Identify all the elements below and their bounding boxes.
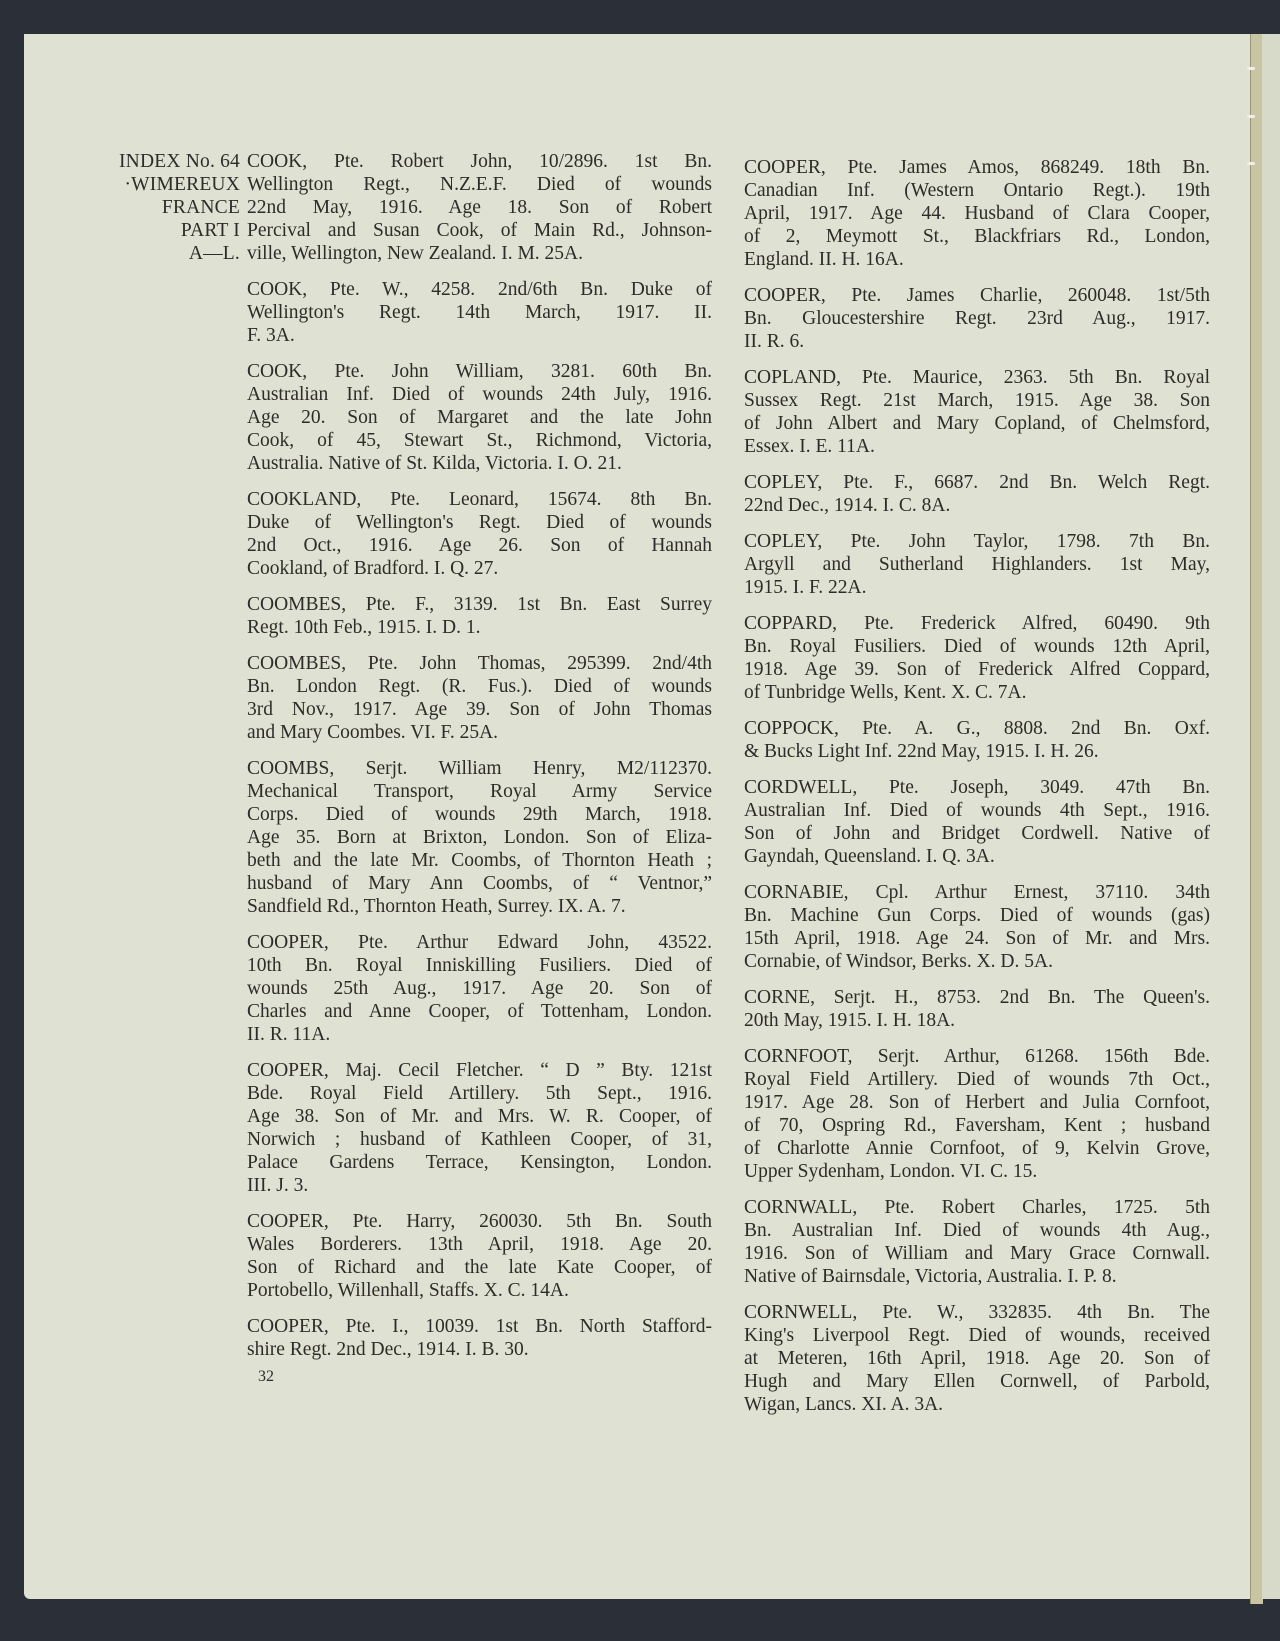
cemetery-name: ·WIMEREUX (124, 174, 240, 195)
index-entry (247, 488, 712, 580)
entry-line: of Tunbridge Wells, Kent. X. C. 7A. (744, 682, 1027, 703)
entry-line: Norwich ; husband of Kathleen Cooper, of 31, (247, 1129, 712, 1150)
entry-line: Wigan, Lancs. XI. A. 3A. (744, 1394, 944, 1415)
entry-line: Bn. Gloucestershire Regt. 23rd Aug., 1917. (744, 308, 1210, 329)
index-entry (744, 717, 1210, 763)
entry-line: at Meteren, 16th April, 1918. Age 20. Son of (744, 1348, 1210, 1369)
entry-line: COOMBS, Serjt. William Henry, M2/112370. (247, 758, 712, 779)
entry-line: Hugh and Mary Ellen Cornwell, of Parbold, (744, 1371, 1210, 1392)
entry-line: COOK, Pte. W., 4258. 2nd/6th Bn. Duke of (247, 279, 712, 300)
entry-line: COOPER, Pte. I., 10039. 1st Bn. North Stafford- (247, 1316, 712, 1337)
entry-line: Australia. Native of St. Kilda, Victoria. I. O. 21. (247, 453, 622, 474)
entry-line: COOPER, Pte. Arthur Edward John, 43522. (247, 932, 712, 953)
entry-line: CORNWELL, Pte. W., 332835. 4th Bn. The (744, 1302, 1210, 1323)
index-entry (247, 278, 712, 347)
entry-line: COOKLAND, Pte. Leonard, 15674. 8th Bn. (247, 489, 712, 510)
entry-line: COPLAND, Pte. Maurice, 2363. 5th Bn. Royal (744, 367, 1210, 388)
entry-line: CORNE, Serjt. H., 8753. 2nd Bn. The Queen's. (744, 987, 1210, 1008)
entry-line: 1915. I. F. 22A. (744, 577, 867, 598)
entry-line: England. II. H. 16A. (744, 249, 904, 270)
entry-line: Wellington's Regt. 14th March, 1917. II. (247, 302, 712, 323)
entry-line: of 70, Ospring Rd., Faversham, Kent ; husband (744, 1115, 1210, 1136)
entry-line: Native of Bairnsdale, Victoria, Australia. I. P. 8. (744, 1266, 1117, 1287)
index-entry (247, 150, 712, 265)
entry-line: and Mary Coombes. VI. F. 25A. (247, 722, 499, 743)
entry-line: Sandfield Rd., Thornton Heath, Surrey. IX. A. 7. (247, 896, 626, 917)
index-entry (744, 284, 1210, 353)
entry-line: CORNFOOT, Serjt. Arthur, 61268. 156th Bde. (744, 1046, 1210, 1067)
country-name: FRANCE (161, 197, 240, 218)
entry-line: Argyll and Sutherland Highlanders. 1st May, (744, 554, 1210, 575)
next-page-edge (1262, 34, 1280, 1599)
index-margin-label (60, 150, 240, 265)
alpha-range: A—L. (188, 243, 240, 264)
entry-line: COPLEY, Pte. John Taylor, 1798. 7th Bn. (744, 531, 1210, 552)
entry-line: Corps. Died of wounds 29th March, 1918. (247, 804, 712, 825)
entry-line: Royal Field Artillery. Died of wounds 7th Oct., (744, 1069, 1210, 1090)
entry-line: Upper Sydenham, London. VI. C. 15. (744, 1161, 1038, 1182)
entry-line: 20th May, 1915. I. H. 18A. (744, 1010, 956, 1031)
entry-line: Age 35. Born at Brixton, London. Son of Eliza- (247, 827, 712, 848)
index-entry (247, 360, 712, 475)
entry-line: Wellington Regt., N.Z.E.F. Died of wounds (247, 174, 712, 195)
entry-line: shire Regt. 2nd Dec., 1914. I. B. 30. (247, 1339, 529, 1360)
entry-line: II. R. 6. (744, 331, 805, 352)
entry-line: Mechanical Transport, Royal Army Service (247, 781, 712, 802)
index-entry (744, 1301, 1210, 1416)
entry-line: COOK, Pte. John William, 3281. 60th Bn. (247, 361, 712, 382)
entry-line: COOPER, Pte. Harry, 260030. 5th Bn. South (247, 1211, 712, 1232)
index-entry (744, 881, 1210, 973)
index-entry (247, 931, 712, 1046)
entry-line: COPPARD, Pte. Frederick Alfred, 60490. 9th (744, 613, 1210, 634)
index-entry (247, 652, 712, 744)
entry-line: COPPOCK, Pte. A. G., 8808. 2nd Bn. Oxf. (744, 718, 1210, 739)
index-entry (247, 593, 712, 639)
entry-line: Cornabie, of Windsor, Berks. X. D. 5A. (744, 951, 1053, 972)
entry-line: CORNABIE, Cpl. Arthur Ernest, 37110. 34th (744, 882, 1210, 903)
entry-line: Percival and Susan Cook, of Main Rd., Johnson- (247, 220, 712, 241)
entry-line: II. R. 11A. (247, 1024, 331, 1045)
entry-line: COOPER, Pte. James Amos, 868249. 18th Bn. (744, 157, 1210, 178)
entry-line: Sussex Regt. 21st March, 1915. Age 38. Son (744, 390, 1210, 411)
index-entry (744, 1196, 1210, 1288)
entry-line: wounds 25th Aug., 1917. Age 20. Son of (247, 978, 712, 999)
entry-line: COOPER, Pte. James Charlie, 260048. 1st/5th (744, 285, 1210, 306)
index-entry (744, 612, 1210, 704)
entry-line: Wales Borderers. 13th April, 1918. Age 20. (247, 1234, 712, 1255)
entry-line: Duke of Wellington's Regt. Died of wounds (247, 512, 712, 533)
page-number: 32 (258, 1368, 274, 1385)
index-entry (247, 1059, 712, 1197)
index-entry (247, 757, 712, 918)
entry-line: F. 3A. (247, 325, 295, 346)
entry-line: ville, Wellington, New Zealand. I. M. 25A. (247, 243, 584, 264)
entry-line: Regt. 10th Feb., 1915. I. D. 1. (247, 617, 481, 638)
entry-line: COOMBES, Pte. F., 3139. 1st Bn. East Surrey (247, 594, 712, 615)
entry-line: Australian Inf. Died of wounds 4th Sept., 1916. (744, 800, 1210, 821)
entry-line: Bn. London Regt. (R. Fus.). Died of wounds (247, 676, 712, 697)
index-entry (744, 366, 1210, 458)
entry-line: 15th April, 1918. Age 24. Son of Mr. and Mrs. (744, 928, 1210, 949)
entry-line: 2nd Oct., 1916. Age 26. Son of Hannah (247, 535, 712, 556)
index-entry (744, 156, 1210, 271)
entry-line: Bde. Royal Field Artillery. 5th Sept., 1916. (247, 1083, 712, 1104)
entry-line: Bn. Royal Fusiliers. Died of wounds 12th April, (744, 636, 1210, 657)
binding-stitch (1247, 162, 1255, 165)
index-entry (247, 1210, 712, 1302)
entry-line: 1917. Age 28. Son of Herbert and Julia Cornfoot, (744, 1092, 1210, 1113)
entry-line: Bn. Australian Inf. Died of wounds 4th Aug., (744, 1220, 1210, 1241)
entry-line: COOK, Pte. Robert John, 10/2896. 1st Bn. (247, 151, 712, 172)
entry-line: Bn. Machine Gun Corps. Died of wounds (gas) (744, 905, 1210, 926)
index-entry (744, 530, 1210, 599)
index-number: INDEX No. 64 (118, 151, 240, 172)
right-column (744, 156, 1210, 1429)
part-label: PART I (180, 220, 240, 241)
index-entry (744, 776, 1210, 868)
entry-line: Cook, of 45, Stewart St., Richmond, Victoria, (247, 430, 712, 451)
entry-line: 22nd May, 1916. Age 18. Son of Robert (247, 197, 712, 218)
entry-line: Son of Richard and the late Kate Cooper, of (247, 1257, 712, 1278)
entry-line: Cookland, of Bradford. I. Q. 27. (247, 558, 499, 579)
entry-line: 22nd Dec., 1914. I. C. 8A. (744, 495, 951, 516)
index-entry (744, 986, 1210, 1032)
entry-line: & Bucks Light Inf. 22nd May, 1915. I. H. 26. (744, 741, 1099, 762)
left-column (247, 150, 712, 1374)
entry-line: of John Albert and Mary Copland, of Chelmsford, (744, 413, 1210, 434)
entry-line: Age 20. Son of Margaret and the late John (247, 407, 712, 428)
entry-line: Canadian Inf. (Western Ontario Regt.). 19th (744, 180, 1210, 201)
entry-line: April, 1917. Age 44. Husband of Clara Cooper, (744, 203, 1210, 224)
entry-line: Australian Inf. Died of wounds 24th July, 1916. (247, 384, 712, 405)
index-entry (744, 471, 1210, 517)
entry-line: CORDWELL, Pte. Joseph, 3049. 47th Bn. (744, 777, 1210, 798)
entry-line: III. J. 3. (247, 1175, 309, 1196)
entry-line: Son of John and Bridget Cordwell. Native of (744, 823, 1210, 844)
entry-line: of Charlotte Annie Cornfoot, of 9, Kelvin Grove, (744, 1138, 1210, 1159)
entry-line: King's Liverpool Regt. Died of wounds, received (744, 1325, 1210, 1346)
entry-line: 3rd Nov., 1917. Age 39. Son of John Thomas (247, 699, 712, 720)
entry-line: husband of Mary Ann Coombs, of “ Ventnor,” (247, 873, 712, 894)
entry-line: 1916. Son of William and Mary Grace Cornwall. (744, 1243, 1210, 1264)
entry-line: Portobello, Willenhall, Staffs. X. C. 14A. (247, 1280, 569, 1301)
index-entry (247, 1315, 712, 1361)
entry-line: of 2, Meymott St., Blackfriars Rd., London, (744, 226, 1210, 247)
binding-stitch (1247, 67, 1255, 70)
entry-line: Essex. I. E. 11A. (744, 436, 875, 457)
entry-line: 10th Bn. Royal Inniskilling Fusiliers. Died of (247, 955, 712, 976)
entry-line: Charles and Anne Cooper, of Tottenham, London. (247, 1001, 712, 1022)
entry-line: Gayndah, Queensland. I. Q. 3A. (744, 846, 995, 867)
entry-line: Age 38. Son of Mr. and Mrs. W. R. Cooper, of (247, 1106, 712, 1127)
entry-line: COPLEY, Pte. F., 6687. 2nd Bn. Welch Regt. (744, 472, 1210, 493)
index-entry (744, 1045, 1210, 1183)
entry-line: CORNWALL, Pte. Robert Charles, 1725. 5th (744, 1197, 1210, 1218)
entry-line: beth and the late Mr. Coombs, of Thornton Heath ; (247, 850, 712, 871)
entry-line: COOMBES, Pte. John Thomas, 295399. 2nd/4th (247, 653, 712, 674)
binding-stitch (1247, 115, 1255, 118)
entry-line: 1918. Age 39. Son of Frederick Alfred Coppard, (744, 659, 1210, 680)
entry-line: Palace Gardens Terrace, Kensington, London. (247, 1152, 712, 1173)
entry-line: COOPER, Maj. Cecil Fletcher. “ D ” Bty. 121st (247, 1060, 712, 1081)
